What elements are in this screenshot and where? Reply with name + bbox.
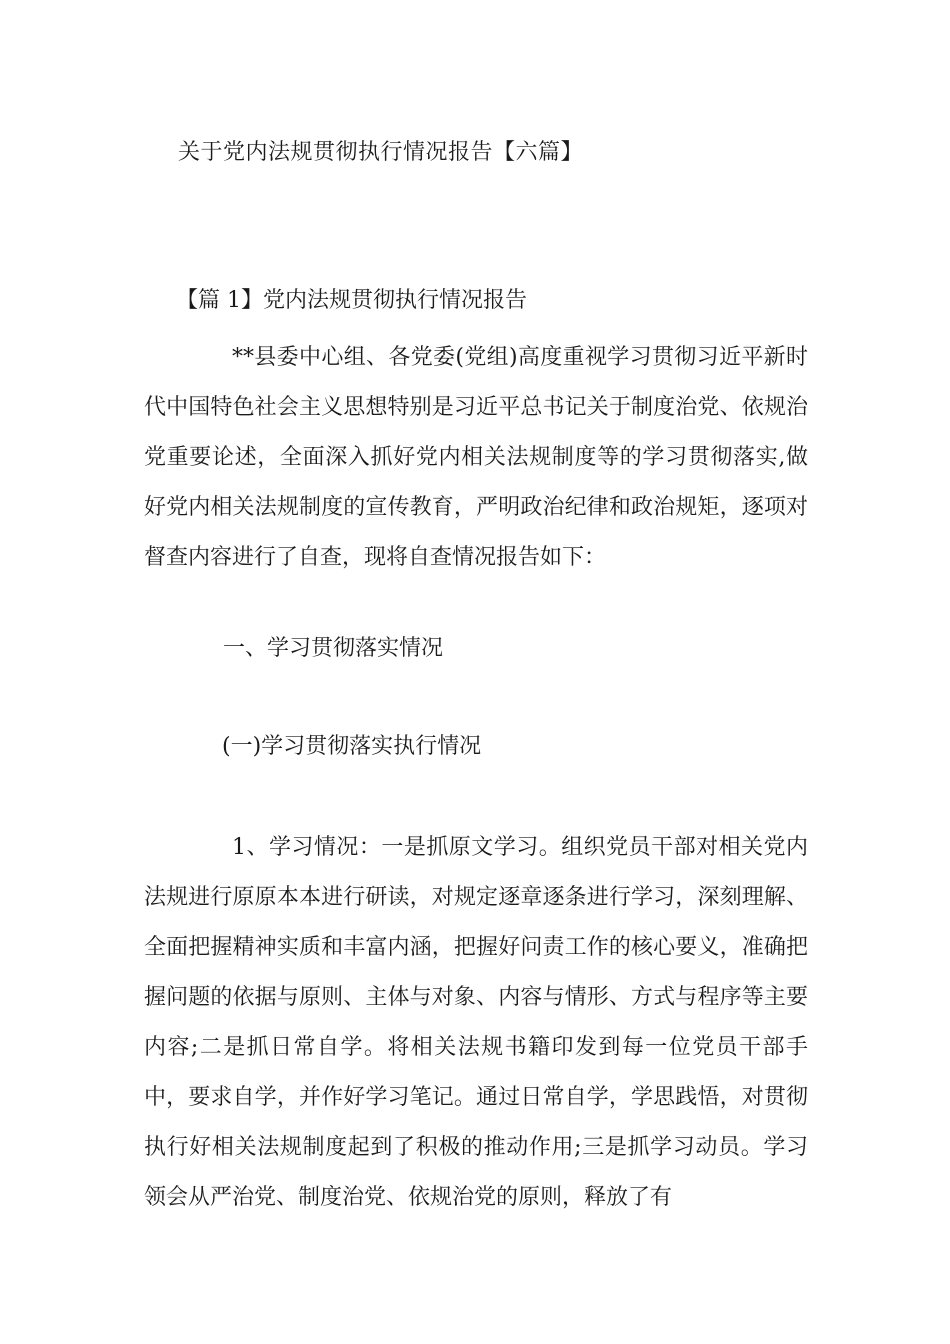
heading-level-2: (一)学习贯彻落实执行情况 bbox=[222, 734, 482, 759]
paragraph-intro: **县委中心组、各党委(党组)高度重视学习贯彻习近平新时代中国特色社会主义思想特别是习近平总书记关于制度治党、依规治党重要论述，全面深入抓好党内相关法规制度等的学习贯彻落实,做好党内相关法规制度的宣传教育，严明政治纪律和政治规矩，逐项对督查内容进行了自查，现将自查情况报告如下： bbox=[144, 345, 808, 570]
section-heading: 【篇 1】党内法规贯彻执行情况报告 bbox=[176, 288, 527, 313]
document-title: 关于党内法规贯彻执行情况报告【六篇】 bbox=[178, 140, 584, 165]
paragraph-study: 1、学习情况：一是抓原文学习。组织党员干部对相关党内法规进行原原本本进行研读，对规定逐章逐条进行学习，深刻理解、全面把握精神实质和丰富内涵，把握好问责工作的核心要义，准确把握问题的依据与原则、主体与对象、内容与情形、方式与程序等主要内容;二是抓日常自学。将相关法规书籍印发到每一位党员干部手中，要求自学，并作好学习笔记。通过日常自学，学思践悟，对贯彻执行好相关法规制度起到了积极的推动作用;三是抓学习动员。学习领会从严治党、制度治党、依规治党的原则，释放了有 bbox=[144, 835, 808, 1210]
heading-level-1: 一、学习贯彻落实情况 bbox=[223, 636, 444, 661]
